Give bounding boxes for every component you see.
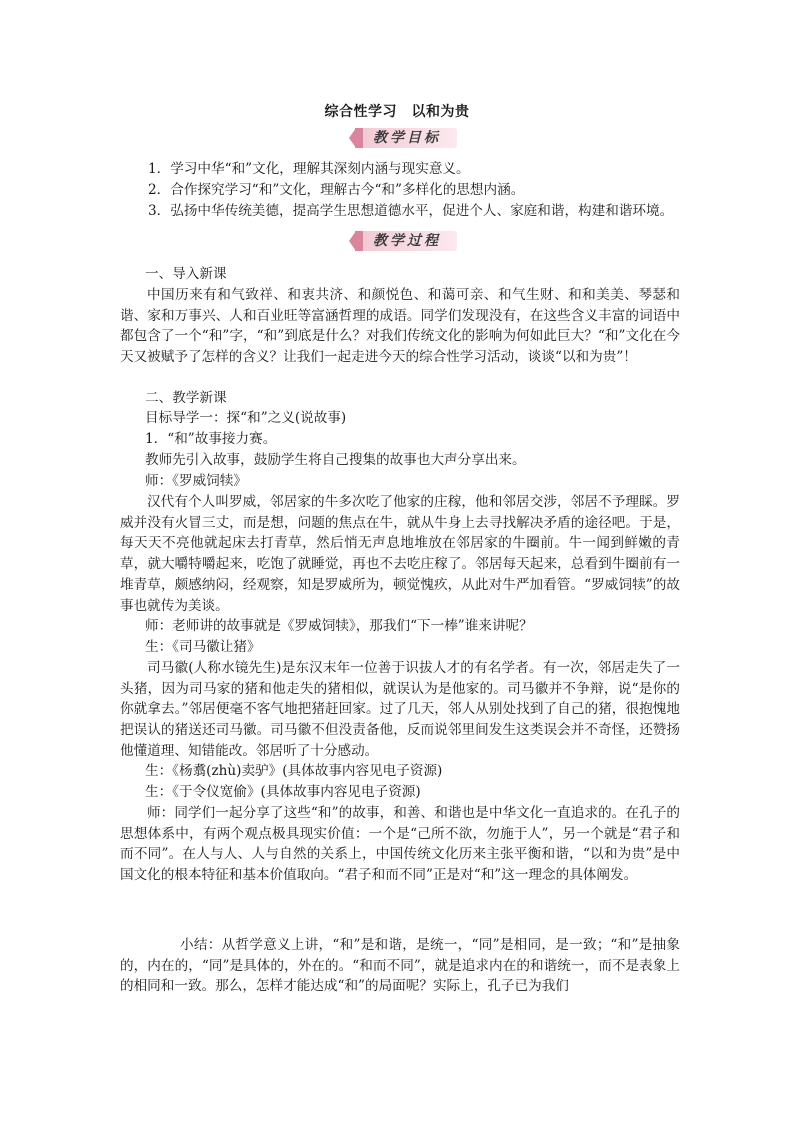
target-heading-1: 目标导学一：探“和”之义(说故事) — [145, 410, 347, 426]
section-banner-goals — [355, 128, 457, 148]
section-heading-new-lesson: 二、教学新课 — [145, 390, 227, 406]
teacher-transition: 师：老师讲的故事就是《罗威饲犊》，那我们“下一棒”谁来讲呢？ — [145, 618, 533, 634]
teacher-summary-paragraph: 师：同学们一起分享了这些“和”的故事，和善、和谐也是中华文化一直追求的。在孔子的思想体系中，有两个观点极具现实价值：一个是“己所不欲，勿施于人”，另一个就是“君子和而不同”。在人与人、人与自然的关系上，中国传统文化历来主张平衡和谐，“以和为贵”是中国文化的根本特征和基本价值取向。“君子和而不同”正是对“和”这一理念的具体阐发。 — [120, 805, 680, 884]
student-story-title-3: 生：《于令仪宽偷》(具体故事内容见电子资源) — [145, 784, 421, 800]
banner-label-process: 教学过程 — [373, 233, 441, 249]
student-story-title-2: 生：《杨翥(zhù)卖驴》(具体故事内容见电子资源) — [145, 763, 443, 779]
teacher-story-title: 师：《罗威饲犊》 — [145, 473, 247, 489]
goal-item-2: 2．合作探究学习“和”文化，理解古今“和”多样化的思想内涵。 — [148, 182, 525, 198]
student-story-title-1: 生：《司马徽让猪》 — [145, 639, 261, 655]
activity-item-1: 1．“和”故事接力赛。 — [145, 431, 277, 447]
page-title: 综合性学习 以和为贵 — [324, 104, 470, 120]
section-heading-intro: 一、导入新课 — [145, 266, 227, 282]
goal-item-1: 1．学习中华“和”文化，理解其深刻内涵与现实意义。 — [148, 161, 470, 177]
conclusion-paragraph: 小结：从哲学意义上讲，“和”是和谐，是统一，“同”是相同，是一致；“和”是抽象的，内在的，“同”是具体的，外在的。“和而不同”，就是追求内在的和谐统一，而不是表象上的相同和一致。那么，怎样才能达成“和”的局面呢？实际上，孔子已为我们 — [120, 937, 680, 995]
story-luowei-paragraph: 汉代有个人叫罗威，邻居家的牛多次吃了他家的庄稼，他和邻居交涉，邻居不予理睬。罗威并没有火冒三丈，而是想，问题的焦点在牛，就从牛身上去寻找解决矛盾的途径吧。于是，每天天不亮他就起床去打青草，然后悄无声息地堆放在邻居家的牛圈前。牛一闻到鲜嫩的青草，就大嚼特嚼起来，吃饱了就睡觉，再也不去吃庄稼了。邻居每天起来，总看到牛圈前有一堆青草，颇感纳闷，经观察，知是罗威所为，顿觉愧疚，从此对牛严加看管。“罗威饲犊”的故事也就传为美谈。 — [120, 494, 680, 614]
section-banner-process — [355, 231, 457, 251]
intro-paragraph: 中国历来有和气致祥、和衷共济、和颜悦色、和蔼可亲、和气生财、和和美美、琴瑟和谐、家和万事兴、人和百业旺等富涵哲理的成语。同学们发现没有，在这些含义丰富的词语中都包含了一个“和”字，“和”到底是什么？对我们传统文化的影响为何如此巨大？“和”文化在今天又被赋予了怎样的含义？让我们一起走进今天的综合性学习活动，谈谈“以和为贵”！ — [120, 287, 680, 366]
teacher-instruction: 教师先引入故事，鼓励学生将自己搜集的故事也大声分享出来。 — [145, 452, 526, 468]
banner-label-goals: 教学目标 — [373, 130, 441, 146]
goal-item-3: 3．弘扬中华传统美德，提高学生思想道德水平，促进个人、家庭和谐，构建和谐环境。 — [148, 203, 674, 219]
story-simahui-paragraph: 司马徽(人称水镜先生)是东汉末年一位善于识拔人才的有名学者。有一次，邻居走失了一头猪，因为司马家的猪和他走失的猪相似，就误认为是他家的。司马徽并不争辩，说“是你的你就拿去。”邻居便毫不客气地把猪赶回家。过了几天，邻人从别处找到了自己的猪，很抱愧地把误认的猪送还司马徽。司马徽不但没责备他，反而说邻里间发生这类误会并不奇怪，还赞扬他懂道理、知错能改。邻居听了十分感动。 — [120, 660, 680, 759]
